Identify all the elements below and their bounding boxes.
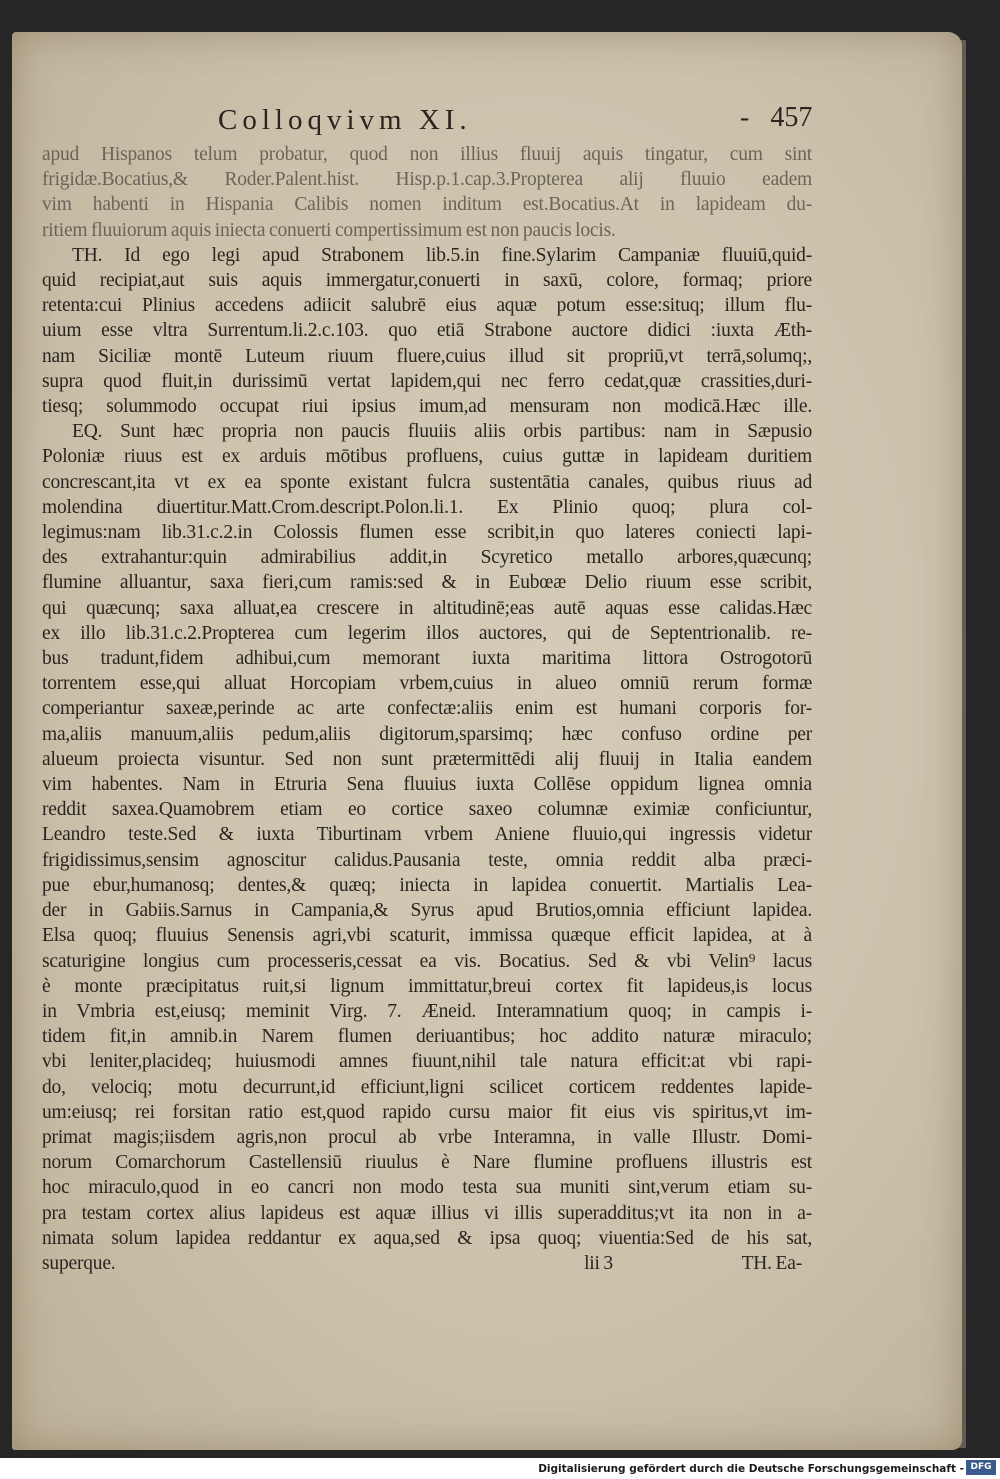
text-line: des extrahantur:quin admirabilius addit,in Scyretico metallo arbores,quæcunq; bbox=[42, 547, 812, 569]
text-line: torrentem esse,qui alluat Horcopiam vrbem,cuius in alueo omniū rerum formæ bbox=[42, 673, 812, 695]
catchword: TH. Ea- bbox=[741, 1252, 802, 1274]
head-separator: - bbox=[740, 102, 750, 133]
text-line: uium esse vltra Surrentum.li.2.c.103. quo etiā Strabone auctore didici :iuxta Æth- bbox=[42, 320, 812, 342]
text-line: vbi leniter,placideq; huiusmodi amnes fiuunt,nihil tale natura efficit:at vbi rapi- bbox=[42, 1051, 812, 1073]
text-line: legimus:nam lib.31.c.2.in Colossis flumen esse scribit,in quo lateres coniecti lapi- bbox=[42, 522, 812, 544]
text-line: ritiem fluuiorum aquis iniecta conuerti compertissimum est non paucis locis. bbox=[42, 219, 616, 241]
running-head bbox=[0, 100, 1000, 136]
running-head-title: Colloqvivm XI. bbox=[218, 104, 472, 136]
text-line: um:eiusq; rei forsitan ratio est,quod rapido cursu maior fit eius vis spiritus,vt im- bbox=[42, 1101, 812, 1123]
text-line: supra quod fluit,in durissimū vertat lapidem,qui nec ferro cedat,quæ crassities,duri- bbox=[42, 370, 812, 392]
text-line: ma,aliis manuum,aliis pedum,aliis digitorum,sparsimq; hæc confuso ordine per bbox=[42, 723, 812, 745]
text-line: concrescant,ita vt ex ea sponte existant fulcra sustentātia canales, quibus riuus ad bbox=[42, 471, 812, 493]
text-line: alueum proiecta visuntur. Sed non sunt prætermittēdi alij fluuij in Italia eandem bbox=[42, 748, 812, 770]
text-line: tiesq; solummodo occupat riui ipsius imum,ad mensuram non modicā.Hæc ille. bbox=[42, 396, 812, 418]
text-line: hoc miraculo,quod in eo cancri non modo testa sua muniti sint,verum etiam su- bbox=[42, 1177, 812, 1199]
text-line: primat magis;iisdem agris,non procul ab vrbe Interamna, in valle Illustr. Domi- bbox=[42, 1126, 812, 1148]
text-line: EQ. Sunt hæc propria non paucis fluuiis aliis orbis partibus: nam in Sæpusio bbox=[72, 421, 812, 443]
text-line: der in Gabiis.Sarnus in Campania,& Syrus apud Brutios,omnia efficiunt lapidea. bbox=[42, 900, 812, 922]
text-line: Elsa quoq; fluuius Senensis agri,vbi scaturit, immissa quæque efficit lapidea, at à bbox=[42, 925, 812, 947]
text-line: nam Siciliæ montē Luteum riuum fluere,cuius illud sit propriū,vt terrā,solumq;, bbox=[42, 345, 812, 367]
last-word: superque. bbox=[42, 1252, 116, 1274]
text-line: qui quæcunq; saxa alluat,ea crescere in altitudinē;eas autē aquas esse calidas.Hæc bbox=[42, 597, 812, 619]
text-line: vim habenti in Hispania Calibis nomen inditum est.Bocatius.At in lapideam du- bbox=[42, 194, 812, 216]
footer-line bbox=[42, 1251, 802, 1276]
text-line: è monte præcipitatus ruit,si lignum immittatur,breui cortex fit lapideus,is locus bbox=[42, 975, 812, 997]
text-line: do, velociq; motu decurrunt,id efficiunt,ligni scilicet corticem reddentes lapide- bbox=[42, 1076, 812, 1098]
text-line: bus tradunt,fidem adhibui,cum memorant iuxta maritima littora Ostrogotorū bbox=[42, 648, 812, 670]
text-line: reddit saxea.Quamobrem etiam eo cortice saxeo columnæ eximiæ conficiuntur, bbox=[42, 799, 812, 821]
text-line: ex illo lib.31.c.2.Propterea cum legerim illos auctores, qui de Septentrionalib. re- bbox=[42, 622, 812, 644]
digitization-credit: Digitalisierung gefördert durch die Deutsche Forschungsgemeinschaft - bbox=[538, 1463, 964, 1475]
page-number bbox=[740, 102, 812, 134]
signature-mark: lii 3 bbox=[584, 1252, 613, 1274]
text-line: retenta:cui Plinius accedens adiicit salubrē eius aquæ potum esse:situq; illum flu- bbox=[42, 295, 812, 317]
text-line: in Vmbria est,eiusq; meminit Virg. 7. Æneid. Interamnatium quoq; in campis i- bbox=[42, 1000, 812, 1022]
text-line: apud Hispanos telum probatur, quod non illius fluuij aquis tingatur, cum sint bbox=[42, 144, 812, 165]
text-line: flumine alluantur, saxa fieri,cum ramis:sed & in Eubœæ Delio riuum esse scribit, bbox=[42, 572, 812, 594]
page-number-value: 457 bbox=[770, 102, 813, 133]
body-text bbox=[42, 142, 812, 1276]
dfg-logo: DFG bbox=[966, 1460, 996, 1475]
text-line: quid recipiat,aut suis aquis immergatur,conuerti in saxū, colore, formaq; priore bbox=[42, 270, 812, 292]
text-line: pra testam cortex alius lapideus est aquæ illius vi illis superadditus;vt ita non in a- bbox=[42, 1202, 812, 1224]
text-line: Leandro teste.Sed & iuxta Tiburtinam vrbem Aniene fluuio,qui ingressis videtur bbox=[42, 824, 812, 846]
text-line: nimata solum lapidea reddantur ex aqua,sed & ipsa quoq; viuentia:Sed de his sat, bbox=[42, 1227, 812, 1249]
text-line: pue ebur,humanosq; dentes,& quæq; iniecta in lapidea conuertit. Martialis Lea- bbox=[42, 874, 812, 896]
text-line: scaturigine longius cum processeris,cessat ea vis. Bocatius. Sed & vbi Velin⁹ lacus bbox=[42, 950, 812, 972]
text-line: tidem fit,in amnib.in Narem flumen deriuantibus; hoc addito naturæ miraculo; bbox=[42, 1026, 812, 1048]
text-line: frigidæ.Bocatius,& Roder.Palent.hist. Hisp.p.1.cap.3.Propterea alij fluuio eadem bbox=[42, 169, 812, 191]
text-line: frigidissimus,sensim agnoscitur calidus.Pausania teste, omnia reddit alba præci- bbox=[42, 849, 812, 871]
text-line: molendina diuertitur.Matt.Crom.descript.Polon.li.1. Ex Plinio quoq; plura col- bbox=[42, 496, 812, 518]
text-line: TH. Id ego legi apud Strabonem lib.5.in fine.Sylarim Campaniæ fluuiū,quid- bbox=[72, 244, 812, 266]
text-line: comperiantur saxeæ,perinde ac arte confectæ:aliis enim est humani corporis for- bbox=[42, 698, 812, 720]
text-line: Poloniæ riuus est ex arduis mōtibus profluens, cuius guttæ in lapideam duritiem bbox=[42, 446, 812, 468]
text-line: norum Comarchorum Castellensiū riuulus è Nare flumine profluens illustris est bbox=[42, 1152, 812, 1174]
text-line: vim habentes. Nam in Etruria Sena fluuius iuxta Collēse oppidum lignea omnia bbox=[42, 774, 812, 796]
